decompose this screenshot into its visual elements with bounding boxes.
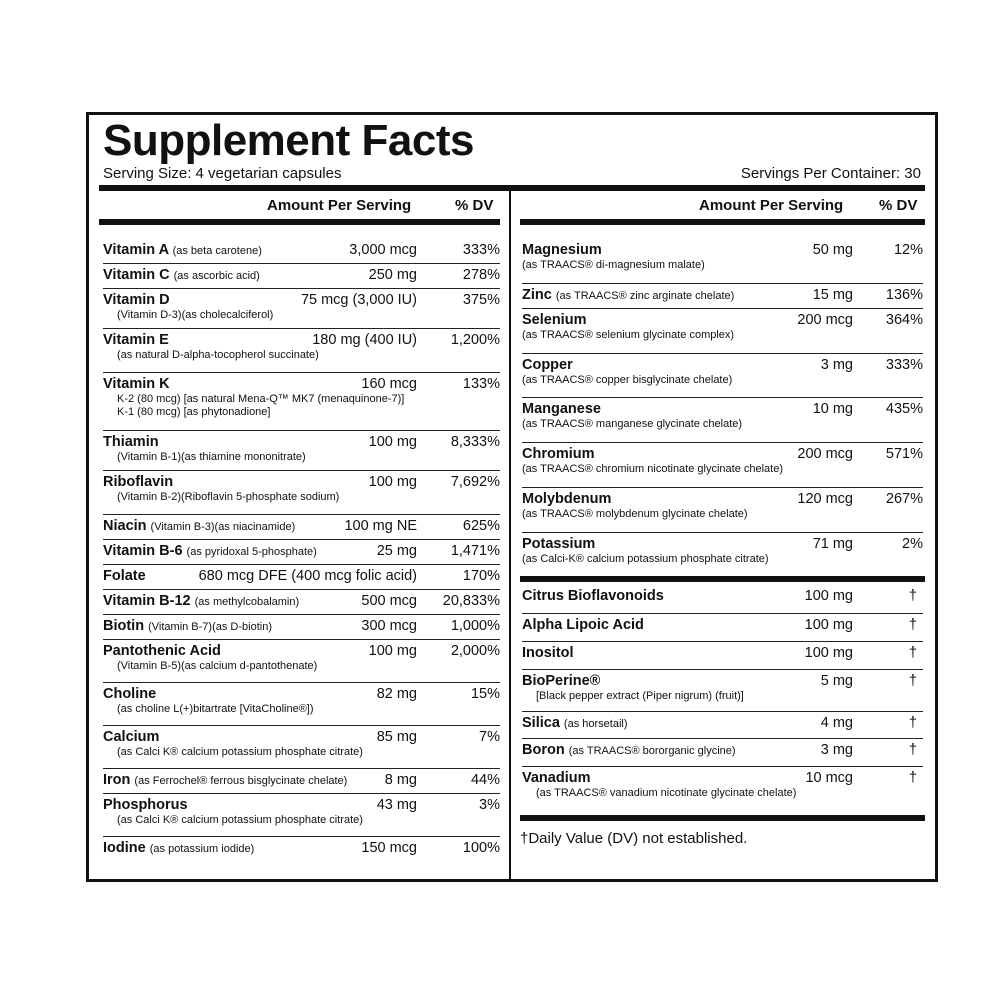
nutrient-dv: † (908, 742, 917, 758)
nutrient-dv: 278% (462, 267, 500, 283)
nutrient-row (103, 640, 500, 683)
nutrient-amount: 100 mg (804, 645, 853, 661)
nutrient-name-text: Vanadium (522, 770, 591, 786)
nutrient-source: K-2 (80 mcg) [as natural Mena-Q™ MK7 (menaquinone-7)] (117, 393, 405, 405)
nutrient-name-text: Vitamin B-12 (103, 593, 191, 609)
nutrient-name (522, 672, 600, 690)
nutrient-name (103, 291, 170, 309)
nutrient-row (103, 540, 500, 565)
nutrient-name (522, 714, 628, 733)
nutrient-name (522, 445, 595, 463)
nutrient-dv: † (908, 645, 917, 661)
nutrient-name (103, 473, 173, 491)
nutrient-qualifier: (as potassium iodide) (149, 843, 255, 855)
nutrient-source: (as TRAACS® selenium glycinate complex) (522, 329, 735, 341)
nutrient-name (103, 517, 295, 536)
nutrient-source: (as natural D-alpha-tocopherol succinate) (117, 349, 319, 361)
nutrient-source: (as choline L(+)bitartrate [VitaCholine®]) (117, 703, 314, 715)
nutrient-name-text: Vitamin B-6 (103, 543, 183, 559)
nutrient-name-text: Vitamin C (103, 267, 170, 283)
nutrient-dv: † (908, 770, 917, 786)
nutrient-dv: † (908, 715, 917, 731)
nutrient-name (103, 839, 254, 858)
serving-size: Serving Size: 4 vegetarian capsules (103, 165, 342, 182)
nutrient-amount: 75 mcg (3,000 IU) (300, 292, 417, 308)
nutrient-amount: 3,000 mcg (349, 242, 417, 258)
nutrient-qualifier: (as TRAACS® zinc arginate chelate) (555, 290, 735, 302)
nutrient-row (103, 329, 500, 373)
nutrient-amount: 10 mcg (805, 770, 853, 786)
nutrient-name (103, 542, 317, 561)
nutrient-name (103, 642, 221, 660)
nutrient-source: (as TRAACS® copper bisglycinate chelate) (522, 374, 733, 386)
nutrient-amount: 250 mg (368, 267, 417, 283)
nutrient-dv: 133% (462, 376, 500, 392)
nutrient-dv: 7,692% (450, 474, 500, 490)
nutrient-amount: 25 mg (376, 543, 417, 559)
nutrient-row (103, 590, 500, 615)
nutrient-dv: † (908, 617, 917, 633)
footer-rule (520, 815, 925, 821)
nutrient-name (522, 769, 591, 787)
nutrient-source: (Vitamin B-2)(Riboflavin 5-phosphate sodium) (117, 491, 340, 503)
nutrient-name (522, 400, 601, 418)
nutrient-dv: 625% (462, 518, 500, 534)
servings-per-container: Servings Per Container: 30 (740, 165, 921, 182)
left-amount-header: Amount Per Serving (267, 197, 412, 214)
column-divider (509, 190, 511, 882)
nutrient-name (103, 617, 272, 636)
nutrient-name-text: Phosphorus (103, 797, 188, 813)
nutrient-name-text: Calcium (103, 729, 160, 745)
left-dv-header: % DV (455, 197, 494, 214)
nutrient-name-text: Silica (522, 715, 560, 731)
nutrient-name-text: Magnesium (522, 242, 602, 258)
nutrient-qualifier: (as pyridoxal 5-phosphate) (186, 546, 317, 558)
nutrient-amount: 300 mcg (361, 618, 417, 634)
nutrient-name (103, 331, 169, 349)
right-column (522, 239, 923, 573)
nutrient-amount: 10 mg (812, 401, 853, 417)
nutrient-source: (as TRAACS® di-magnesium malate) (522, 259, 705, 271)
nutrient-dv: 170% (462, 568, 500, 584)
nutrient-row (522, 614, 923, 642)
header-thick-rule (99, 185, 925, 191)
left-header-rule (99, 219, 500, 225)
nutrient-row (522, 488, 923, 533)
nutrient-amount: 120 mcg (797, 491, 853, 507)
nutrient-name (103, 375, 170, 393)
nutrient-row (103, 515, 500, 540)
nutrient-dv: 1,000% (450, 618, 500, 634)
nutrient-name (522, 644, 574, 662)
nutrient-name-text: Vitamin E (103, 332, 169, 348)
nutrient-source: (as TRAACS® manganese glycinate chelate) (522, 418, 743, 430)
nutrient-row (103, 373, 500, 431)
nutrient-row (522, 443, 923, 488)
nutrient-name-text: Riboflavin (103, 474, 174, 490)
nutrient-dv: 7% (479, 729, 500, 745)
nutrient-row (103, 239, 500, 264)
nutrient-row (103, 565, 500, 590)
nutrient-name-text: Copper (522, 357, 573, 373)
nutrient-name (522, 490, 611, 508)
nutrient-row (103, 431, 500, 471)
other-ingredients-rule (520, 576, 925, 582)
nutrient-name-text: Thiamin (103, 434, 159, 450)
nutrient-amount: 200 mcg (797, 446, 853, 462)
nutrient-amount: 50 mg (812, 242, 853, 258)
nutrient-name-text: Zinc (522, 287, 552, 303)
nutrient-amount: 3 mg (820, 357, 853, 373)
nutrient-name-text: Inositol (522, 645, 574, 661)
nutrient-row (522, 284, 923, 309)
nutrient-dv: 20,833% (442, 593, 500, 609)
nutrient-source: (as TRAACS® vanadium nicotinate glycinate chelate) (536, 787, 797, 799)
nutrient-row (103, 837, 500, 862)
nutrient-name (103, 685, 156, 703)
dv-footnote: †Daily Value (DV) not established. (520, 830, 748, 847)
nutrient-qualifier: (as TRAACS® bororganic glycine) (568, 745, 736, 757)
nutrient-source: (as Calci-K® calcium potassium phosphate citrate) (522, 553, 769, 565)
nutrient-row (522, 767, 923, 804)
nutrient-name (103, 433, 159, 451)
nutrient-source: (as TRAACS® molybdenum glycinate chelate) (522, 508, 748, 520)
nutrient-source: K-1 (80 mcg) [as phytonadione] (117, 406, 271, 418)
nutrient-dv: 333% (885, 357, 923, 373)
nutrient-source: (as Calci K® calcium potassium phosphate citrate) (117, 746, 363, 758)
nutrient-name-text: Vitamin A (103, 242, 169, 258)
nutrient-name (103, 592, 299, 611)
nutrient-row (522, 712, 923, 739)
nutrient-amount: 85 mg (376, 729, 417, 745)
nutrient-dv: 12% (893, 242, 923, 258)
nutrient-row (522, 642, 923, 670)
nutrient-row (103, 726, 500, 769)
nutrient-dv: 1,471% (450, 543, 500, 559)
nutrient-dv: 435% (885, 401, 923, 417)
nutrient-name (522, 241, 602, 259)
nutrient-amount: 4 mg (820, 715, 853, 731)
nutrient-amount: 8 mg (384, 772, 417, 788)
nutrient-dv: 1,200% (450, 332, 500, 348)
nutrient-row (103, 683, 500, 726)
nutrient-name-text: Pantothenic Acid (103, 643, 221, 659)
left-column (103, 239, 500, 862)
nutrient-name-text: Niacin (103, 518, 147, 534)
nutrient-amount: 100 mg (804, 588, 853, 604)
nutrient-amount: 5 mg (820, 673, 853, 689)
supplement-facts-panel (86, 112, 938, 882)
nutrient-amount: 160 mcg (361, 376, 417, 392)
nutrient-dv: 571% (885, 446, 923, 462)
other-ingredients-column (522, 585, 923, 804)
nutrient-amount: 200 mcg (797, 312, 853, 328)
nutrient-qualifier: (as horsetail) (563, 718, 628, 730)
nutrient-amount: 100 mg (804, 617, 853, 633)
nutrient-row (522, 585, 923, 614)
nutrient-name (522, 741, 736, 760)
nutrient-dv: 136% (885, 287, 923, 303)
nutrient-name-text: Molybdenum (522, 491, 612, 507)
nutrient-name (522, 286, 734, 305)
nutrient-dv: 375% (462, 292, 500, 308)
nutrient-dv: 100% (462, 840, 500, 856)
nutrient-name (103, 771, 347, 790)
nutrient-amount: 100 mg (368, 434, 417, 450)
nutrient-amount: 71 mg (812, 536, 853, 552)
nutrient-row (103, 615, 500, 640)
nutrient-amount: 500 mcg (361, 593, 417, 609)
nutrient-amount: 150 mcg (361, 840, 417, 856)
nutrient-amount: 680 mcg DFE (400 mcg folic acid) (198, 568, 417, 584)
nutrient-qualifier: (Vitamin B-3)(as niacinamide) (150, 521, 296, 533)
nutrient-amount: 3 mg (820, 742, 853, 758)
nutrient-row (522, 670, 923, 712)
nutrient-dv: † (908, 673, 917, 689)
nutrient-dv: 44% (470, 772, 500, 788)
nutrient-amount: 100 mg (368, 474, 417, 490)
nutrient-name-text: Manganese (522, 401, 601, 417)
nutrient-dv: † (908, 588, 917, 604)
nutrient-qualifier: (as Ferrochel® ferrous bisglycinate chelate) (134, 775, 348, 787)
nutrient-name (103, 266, 260, 285)
nutrient-row (103, 471, 500, 515)
nutrient-amount: 100 mg (368, 643, 417, 659)
nutrient-row (522, 309, 923, 354)
nutrient-name-text: Choline (103, 686, 157, 702)
nutrient-row (522, 739, 923, 767)
nutrient-qualifier: (as beta carotene) (172, 245, 262, 257)
nutrient-dv: 364% (885, 312, 923, 328)
nutrient-name (522, 311, 586, 329)
nutrient-source: [Black pepper extract (Piper nigrum) (fruit)] (536, 690, 744, 702)
nutrient-amount: 82 mg (376, 686, 417, 702)
nutrient-source: (Vitamin B-5)(as calcium d-pantothenate) (117, 660, 318, 672)
nutrient-name (522, 587, 664, 605)
nutrient-row (522, 533, 923, 573)
nutrient-name-text: Iron (103, 772, 131, 788)
nutrient-row (103, 289, 500, 329)
nutrient-qualifier: (as ascorbic acid) (173, 270, 260, 282)
nutrient-name-text: Alpha Lipoic Acid (522, 617, 644, 633)
nutrient-row (522, 239, 923, 284)
nutrient-name-text: Iodine (103, 840, 146, 856)
nutrient-row (522, 398, 923, 443)
nutrient-amount: 180 mg (400 IU) (312, 332, 417, 348)
nutrient-dv: 8,333% (450, 434, 500, 450)
nutrient-name-text: Potassium (522, 536, 596, 552)
nutrient-row (522, 354, 923, 398)
nutrient-dv: 333% (462, 242, 500, 258)
nutrient-name-text: Selenium (522, 312, 587, 328)
nutrient-name-text: Vitamin D (103, 292, 170, 308)
nutrient-name-text: Biotin (103, 618, 145, 634)
nutrient-dv: 267% (885, 491, 923, 507)
nutrient-name (103, 241, 262, 260)
nutrient-amount: 43 mg (376, 797, 417, 813)
nutrient-name-text: Folate (103, 568, 146, 584)
nutrient-dv: 15% (470, 686, 500, 702)
nutrient-name (522, 356, 573, 374)
nutrient-name (103, 796, 188, 814)
nutrient-source: (as Calci K® calcium potassium phosphate citrate) (117, 814, 363, 826)
nutrient-name-text: BioPerine® (522, 673, 601, 689)
nutrient-name-text: Citrus Bioflavonoids (522, 588, 664, 604)
right-header-rule (520, 219, 925, 225)
nutrient-amount: 15 mg (812, 287, 853, 303)
nutrient-dv: 2,000% (450, 643, 500, 659)
nutrient-name (103, 567, 146, 585)
nutrient-dv: 2% (902, 536, 923, 552)
nutrient-source: (Vitamin D-3)(as cholecalciferol) (117, 309, 274, 321)
nutrient-name-text: Boron (522, 742, 565, 758)
nutrient-source: (as TRAACS® chromium nicotinate glycinate chelate) (522, 463, 784, 475)
right-amount-header: Amount Per Serving (699, 197, 844, 214)
nutrient-name (522, 535, 595, 553)
nutrient-name-text: Chromium (522, 446, 595, 462)
nutrient-source: (Vitamin B-1)(as thiamine mononitrate) (117, 451, 306, 463)
nutrient-row (103, 264, 500, 289)
nutrient-name (522, 616, 644, 634)
nutrient-amount: 100 mg NE (344, 518, 417, 534)
nutrient-dv: 3% (479, 797, 500, 813)
panel-title: Supplement Facts (103, 116, 474, 165)
nutrient-row (103, 794, 500, 837)
nutrient-qualifier: (as methylcobalamin) (194, 596, 300, 608)
nutrient-name (103, 728, 159, 746)
nutrient-qualifier: (Vitamin B-7)(as D-biotin) (148, 621, 272, 633)
right-dv-header: % DV (879, 197, 918, 214)
nutrient-row (103, 769, 500, 794)
nutrient-name-text: Vitamin K (103, 376, 170, 392)
